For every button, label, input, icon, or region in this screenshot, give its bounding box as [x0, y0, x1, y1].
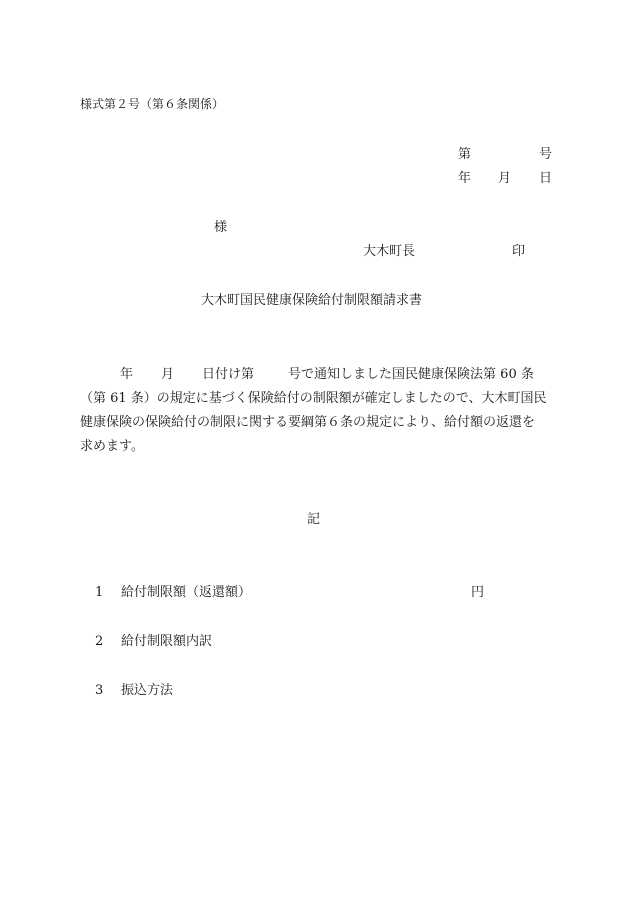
- yen-unit: 円: [471, 585, 485, 600]
- seal-mark: 印: [512, 244, 526, 259]
- body-line-3: 健康保険の保険給付の制限に関する要綱第６条の規定により、給付額の返還を: [80, 415, 536, 430]
- item-label: 振込方法: [121, 683, 174, 698]
- form-number: 様式第２号（第６条関係）: [80, 97, 225, 111]
- body-line-1-rest: 号で通知しました国民健康保険法第 60 条: [288, 367, 534, 382]
- body-year-label: 年: [120, 367, 134, 382]
- item-number: 3: [95, 683, 104, 698]
- body-month-label: 月: [161, 367, 175, 382]
- date-year-label: 年: [458, 171, 472, 186]
- body-paragraph: [80, 363, 552, 459]
- issuer-name: 大木町長: [363, 244, 416, 259]
- body-line-1: [80, 363, 552, 387]
- item-number: 1: [95, 585, 104, 600]
- body-line-2: （第 61 条）の規定に基づく保険給付の制限額が確定しましたので、大木町国民: [80, 391, 547, 406]
- date-day-label: 日: [539, 171, 553, 186]
- item-label: 給付制限額内訳: [121, 634, 213, 649]
- ki-heading: 記: [307, 512, 321, 527]
- date-month-label: 月: [498, 171, 512, 186]
- body-line-4: 求めます。: [80, 439, 144, 454]
- document-number-prefix: 第: [458, 147, 472, 162]
- addressee-honorific: 様: [214, 220, 228, 235]
- document-number-suffix: 号: [539, 147, 553, 162]
- item-label: 給付制限額（返還額）: [121, 585, 252, 600]
- document-title: 大木町国民健康保険給付制限額請求書: [201, 293, 423, 308]
- item-number: 2: [95, 634, 104, 649]
- body-dated-label: 日付け第: [202, 367, 255, 382]
